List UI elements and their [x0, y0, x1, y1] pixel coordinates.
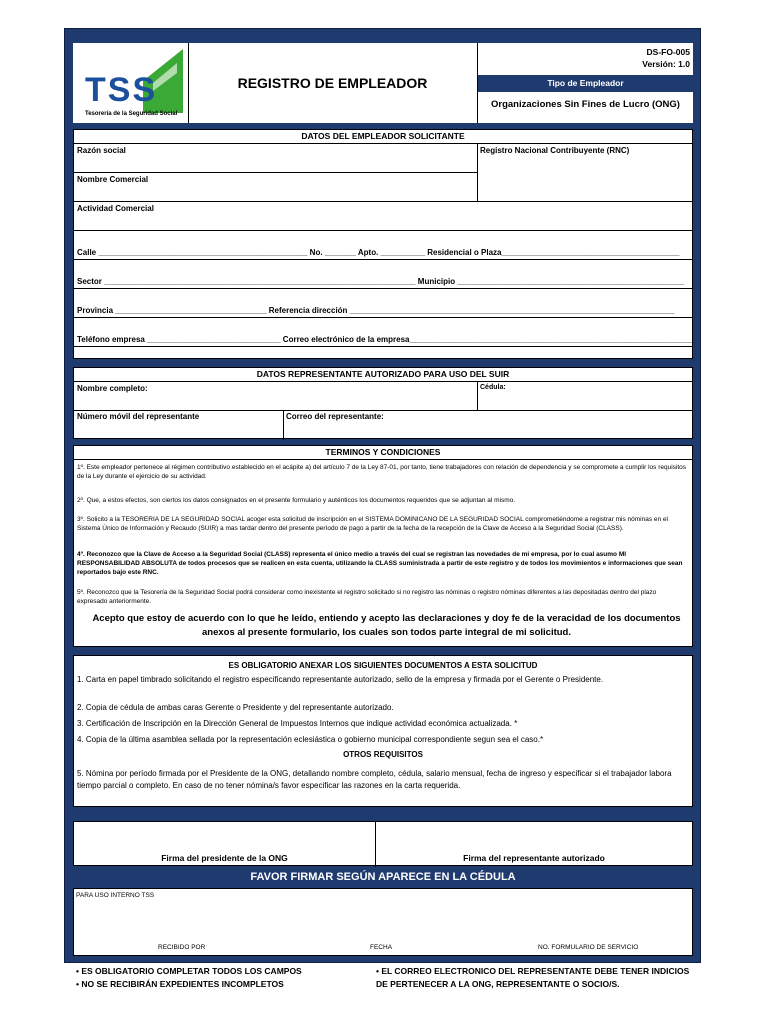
footnote-email: • EL CORREO ELECTRONICO DEL REPRESENTANTE DEBE TENER INDICIOS DE PERTENECER A LA ONG, REPRESENTANTE O SOCIO/S.	[376, 966, 690, 989]
actividad-comercial-field[interactable]: Actividad Comercial	[77, 204, 154, 213]
code-area	[478, 43, 693, 123]
nombre-completo-field[interactable]: Nombre completo:	[77, 384, 148, 393]
footnote-incomplete: • NO SE RECIBIRÁN EXPEDIENTES INCOMPLETOS	[76, 979, 284, 989]
otros-requisitos-title: OTROS REQUISITOS	[343, 750, 423, 759]
form-version: Versión: 1.0	[642, 59, 690, 69]
acceptance-statement: Acepto que estoy de acuerdo con lo que he leído, entiendo y acepto las declaraciones y doy fe de la veracidad de los documentos anexos al presente formulario, los cuales son todos parte integral de mi solicitud.	[92, 613, 681, 638]
document-4: 4. Copia de la última asamblea sellada por la representación eclesiástica o gobierno municipal correspondiente segun sea el caso.*	[77, 735, 544, 744]
sign-instruction-banner: FAVOR FIRMAR SEGÚN APARECE EN LA CÉDULA	[250, 871, 516, 883]
terms-section-title: TERMINOS Y CONDICIONES	[74, 446, 692, 460]
documents-title: ES OBLIGATORIO ANEXAR LOS SIGUIENTES DOCUMENTOS A ESTA SOLICITUD	[228, 661, 538, 670]
recibido-por-label: RECIBIDO POR	[158, 944, 206, 951]
form-code: DS-FO-005	[646, 47, 690, 57]
document-1: 1. Carta en papel timbrado solicitando el registro especificando representante autorizado, sello de la empresa y firmada por el Gerente o Presidente.	[77, 675, 604, 684]
document-2: 2. Copia de cédula de ambas caras Gerente o Presidente y del representante autorizado.	[77, 703, 394, 712]
representative-signature-field[interactable]: Firma del representante autorizado	[463, 853, 605, 863]
calle-field[interactable]: Calle _______________________________________________ No. _______ Apto. __________ Residencial o Plaza________________________________________	[77, 248, 680, 257]
fecha-label: FECHA	[370, 944, 393, 951]
rnc-field[interactable]: Registro Nacional Contribuyente (RNC)	[480, 146, 630, 155]
formulario-label: NO. FORMULARIO DE SERVICIO	[538, 944, 639, 951]
employer-type-value: Organizaciones Sin Fines de Lucro (ONG)	[491, 99, 680, 110]
title-area	[188, 43, 477, 123]
logo-area	[73, 43, 188, 123]
representative-section	[73, 367, 693, 439]
president-signature-field[interactable]: Firma del presidente de la ONG	[161, 853, 288, 863]
sector-field[interactable]: Sector ______________________________________________________________________ Municipio ___________________________________________________	[77, 277, 685, 286]
term-1: 1º. Este empleador pertenece al régimen contributivo establecido en el acápite a) del artículo 7 de la Ley 87-01, por tanto, tiene trabajadores con relación de dependencia y se compromete a cumplir los requisitos de la Ley durante el ejercicio de su actividad.	[77, 464, 687, 480]
internal-use-label: PARA USO INTERNO TSS	[76, 892, 155, 899]
terms-section	[73, 445, 693, 647]
movil-field[interactable]: Número móvil del representante	[77, 412, 200, 421]
footnote-required: • ES OBLIGATORIO COMPLETAR TODOS LOS CAMPOS	[76, 966, 302, 976]
form-frame	[64, 28, 701, 963]
divider	[188, 43, 189, 123]
term-5: 5º. Reconozco que la Tesorería de la Seguridad Social podrá considerar como inexistente el registro solicitado si no registro las nóminas o registro nóminas diferentes a las depositadas dentro del plazo expresado anteriormente.	[77, 589, 657, 605]
logo-subtitle: Tesorería de la Seguridad Social	[85, 111, 178, 117]
employer-section-title: DATOS DEL EMPLEADOR SOLICITANTE	[74, 130, 692, 144]
cedula-field[interactable]: Cédula:	[480, 384, 506, 391]
documents-section	[73, 655, 693, 807]
term-2: 2º. Que, a estos efectos, son ciertos los datos consignados en el presente formulario y auténticos los documentos requeridos que se adjuntan al mismo.	[77, 497, 516, 504]
logo-text: TSS	[85, 71, 158, 109]
page-title: REGISTRO DE EMPLEADOR	[237, 75, 428, 91]
provincia-field[interactable]: Provincia __________________________________ Referencia dirección _________________________________________________________________________	[77, 306, 675, 315]
telefono-field[interactable]: Teléfono empresa ______________________________ Correo electrónico de la empresa________________________________________________________________	[77, 335, 695, 344]
internal-use-section	[73, 888, 693, 956]
document-3: 3. Certificación de Inscripción en la Dirección General de Impuestos Internos que indique actividad económica actualizada. *	[77, 719, 518, 728]
representative-section-title: DATOS REPRESENTANTE AUTORIZADO PARA USO DEL SUIR	[74, 368, 692, 382]
razon-social-field[interactable]: Razón social	[77, 146, 126, 155]
correo-representante-field[interactable]: Correo del representante:	[286, 412, 384, 421]
signatures-section	[73, 821, 693, 866]
term-3: 3º. Solicito a la TESORERIA DE LA SEGURIDAD SOCIAL acoger esta solicitud de inscripción en el SISTEMA DOMINICANO DE LA SEGURIDAD SOCIAL comprometiéndome a registrar mis nóminas en el Sistema Único de Información y Recaudo (SUIR) a mas tardar dentro del presente período de pago a partir de la fecha de la recepción de la Clave de Acceso a la Seguridad Social (CLASS).	[77, 516, 668, 532]
employer-section	[73, 129, 693, 359]
employer-type-label: Tipo de Empleador	[478, 75, 693, 92]
nombre-comercial-field[interactable]: Nombre Comercial	[77, 175, 149, 184]
document-5: 5. Nómina por período firmada por el Presidente de la ONG, detallando nombre completo, cédula, salario mensual, fecha de ingreso y especificar si el trabajador labora tiempo parcial o completo. En caso de no tener nómina/s favor especificar las razones en la carta requerida.	[77, 769, 672, 790]
term-4: 4º. Reconozco que la Clave de Acceso a la Seguridad Social (CLASS) representa el único medio a través del cual se registran las novedades de mi empresa, por lo cual asumo MI RESPONSABILIDAD ABSOLUTA de todos procesos que se realicen en esta cuenta, utilizando la CLASS suministrada a partir de este registro y de todos los movimientos e informaciones que sean reportados bajo este RNC.	[77, 551, 683, 576]
